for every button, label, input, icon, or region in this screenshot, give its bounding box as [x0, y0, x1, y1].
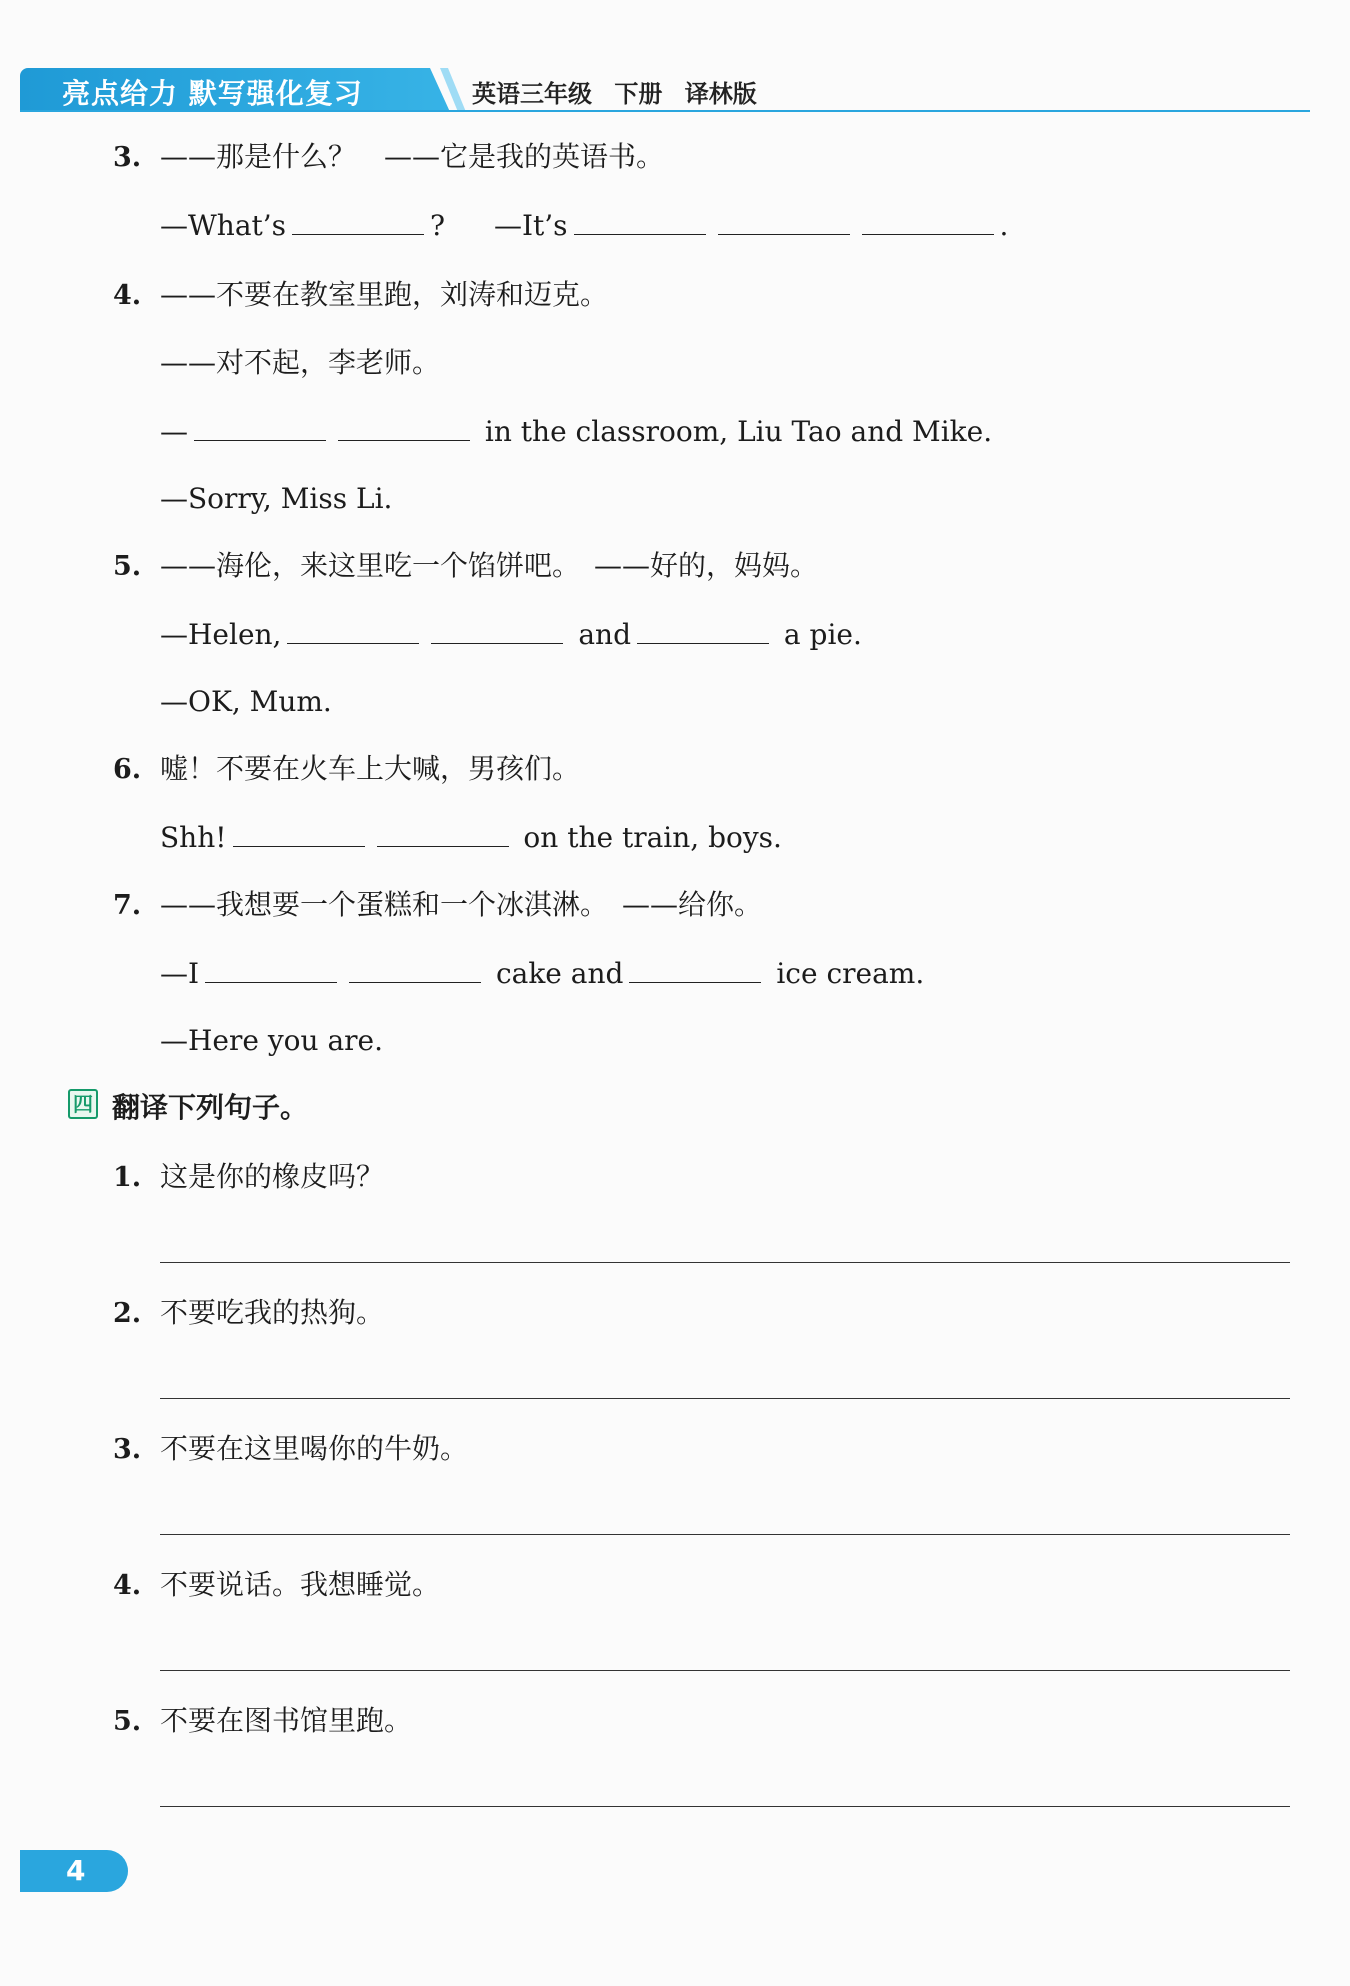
answer-blank[interactable] — [205, 956, 337, 983]
exercise-5-number: 5. — [113, 551, 142, 582]
page-number: 4 — [66, 1854, 86, 1887]
answer-blank[interactable] — [233, 820, 365, 847]
exercise-7-number: 7. — [113, 890, 142, 921]
header-banner-title: 亮点给力 默写强化复习 — [62, 77, 363, 110]
exercise-5-english-1: —Helen, and a pie. — [160, 618, 862, 651]
answer-blank[interactable] — [629, 956, 761, 983]
translate-1-number: 1. — [113, 1162, 142, 1193]
exercise-7-english-2: —Here you are. — [160, 1024, 384, 1057]
translate-4-answer-line[interactable] — [160, 1670, 1290, 1671]
page-header — [20, 68, 1310, 112]
exercise-6-chinese: 嘘！不要在火车上大喊，男孩们。 — [160, 752, 581, 785]
translate-5-answer-line[interactable] — [160, 1806, 1290, 1807]
translate-2-answer-line[interactable] — [160, 1398, 1290, 1399]
exercise-6-english: Shh! on the train, boys. — [160, 821, 782, 854]
page-number-tab — [20, 1850, 128, 1892]
header-subject: 英语三年级 下册 译林版 — [472, 80, 757, 108]
answer-blank[interactable] — [349, 956, 481, 983]
exercise-3-number: 3. — [113, 142, 142, 173]
translate-1-answer-line[interactable] — [160, 1262, 1290, 1263]
translate-2-number: 2. — [113, 1298, 142, 1329]
answer-blank[interactable] — [637, 617, 769, 644]
translate-1-prompt: 这是你的橡皮吗？ — [160, 1160, 385, 1193]
translate-3-prompt: 不要在这里喝你的牛奶。 — [160, 1432, 469, 1465]
exercise-4-english-2: —Sorry, Miss Li. — [160, 482, 393, 515]
exercise-4-number: 4. — [113, 280, 142, 311]
exercise-6-number: 6. — [113, 754, 142, 785]
exercise-5-english-2: —OK, Mum. — [160, 685, 332, 718]
header-rule — [20, 110, 1310, 112]
section-4-badge: 四 — [68, 1089, 98, 1119]
exercise-7-chinese: ——我想要一个蛋糕和一个冰淇淋。 ——给你。 — [160, 888, 763, 921]
translate-5-prompt: 不要在图书馆里跑。 — [160, 1704, 413, 1737]
translate-3-answer-line[interactable] — [160, 1534, 1290, 1535]
answer-blank[interactable] — [431, 617, 563, 644]
answer-blank[interactable] — [574, 208, 706, 235]
answer-blank[interactable] — [862, 208, 994, 235]
translate-5-number: 5. — [113, 1706, 142, 1737]
translate-4-number: 4. — [113, 1570, 142, 1601]
answer-blank[interactable] — [377, 820, 509, 847]
answer-blank[interactable] — [338, 414, 470, 441]
exercise-7-english-1: —I cake and ice cream. — [160, 957, 925, 990]
translate-3-number: 3. — [113, 1434, 142, 1465]
answer-blank[interactable] — [718, 208, 850, 235]
exercise-4-chinese-1: ——不要在教室里跑，刘涛和迈克。 — [160, 278, 609, 311]
answer-blank[interactable] — [194, 414, 326, 441]
exercise-3-chinese: ——那是什么？ ——它是我的英语书。 — [160, 140, 665, 173]
translate-4-prompt: 不要说话。我想睡觉。 — [160, 1568, 441, 1601]
exercise-3-english: —What’s ? —It’s . — [160, 209, 1009, 242]
answer-blank[interactable] — [287, 617, 419, 644]
section-4-title: 翻译下列句子。 — [112, 1091, 309, 1124]
exercise-4-english-1: — in the classroom, Liu Tao and Mike. — [160, 415, 993, 448]
exercise-5-chinese: ——海伦，来这里吃一个馅饼吧。 ——好的，妈妈。 — [160, 549, 819, 582]
answer-blank[interactable] — [292, 208, 424, 235]
translate-2-prompt: 不要吃我的热狗。 — [160, 1296, 385, 1329]
exercise-4-chinese-2: ——对不起，李老师。 — [160, 346, 441, 379]
